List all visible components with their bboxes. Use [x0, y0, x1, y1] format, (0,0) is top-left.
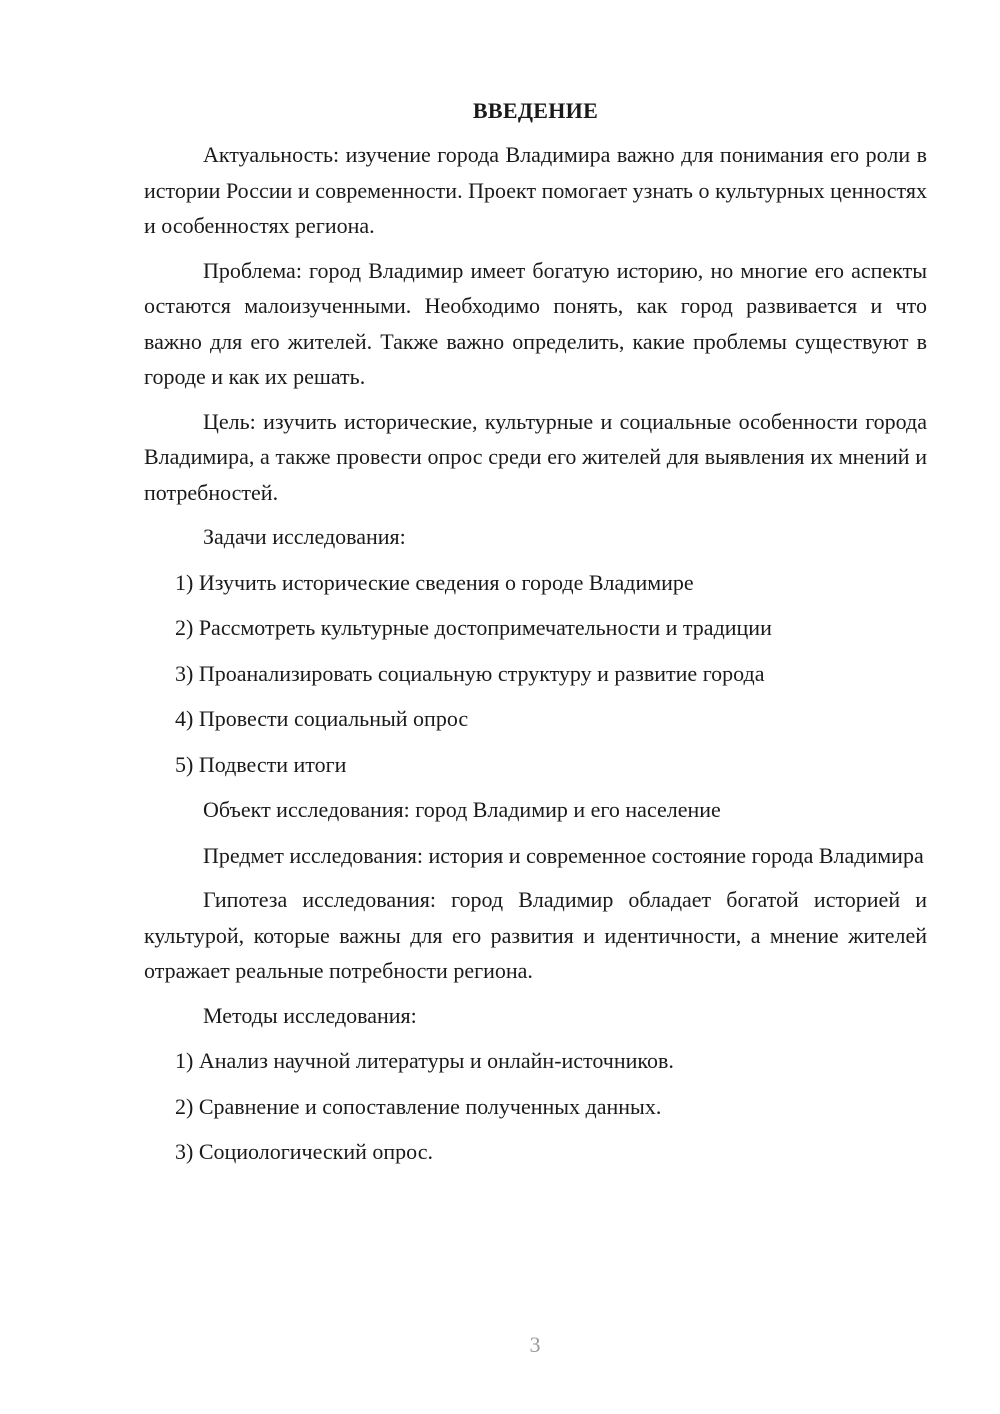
relevance-paragraph: Актуальность: изучение города Владимира важно для понимания его роли в истории России и современности. Проект помогает узнать о культурных ценностях и особенностях региона.: [144, 142, 927, 238]
task-item-5: 5) Подвести итоги: [175, 751, 347, 777]
methods-heading: Методы исследования:: [203, 1002, 417, 1028]
method-item-3: 3) Социологический опрос.: [175, 1139, 433, 1164]
tasks-heading: Задачи исследования:: [203, 524, 406, 549]
document-body: [144, 96, 927, 1180]
method-item-2: 2) Сравнение и сопоставление полученных данных.: [175, 1093, 662, 1119]
task-item-4: 4) Провести социальный опрос: [175, 706, 469, 731]
task-item-3: 3) Проанализировать социальную структуру и развитие города: [175, 660, 765, 686]
hypothesis-paragraph: Гипотеза исследования: город Владимир обладает богатой историей и культурой, которые важны для его развития и идентичности, а мнение жителей отражает реальные потребности региона.: [144, 887, 927, 983]
page-number: 3: [529, 1332, 541, 1357]
task-item-2: 2) Рассмотреть культурные достопримечательности и традиции: [175, 615, 772, 640]
goal-paragraph: Цель: изучить исторические, культурные и социальные особенности города Владимира, а также провести опрос среди его жителей для выявления их мнений и потребностей.: [144, 408, 927, 505]
object-paragraph: Объект исследования: город Владимир и его население: [203, 797, 721, 822]
section-title: ВВЕДЕНИЕ: [472, 98, 599, 123]
task-item-1: 1) Изучить исторические сведения о городе Владимире: [175, 569, 694, 595]
subject-paragraph: Предмет исследования: история и современное состояние города Владимира: [203, 842, 924, 868]
problem-paragraph: Проблема: город Владимир имеет богатую историю, но многие его аспекты остаются малоизученными. Необходимо понять, как город развивается и что важно для его жителей. Также важно определить, какие проблемы существуют в городе и как их решать.: [144, 257, 927, 389]
method-item-1: 1) Анализ научной литературы и онлайн-источников.: [175, 1048, 674, 1073]
